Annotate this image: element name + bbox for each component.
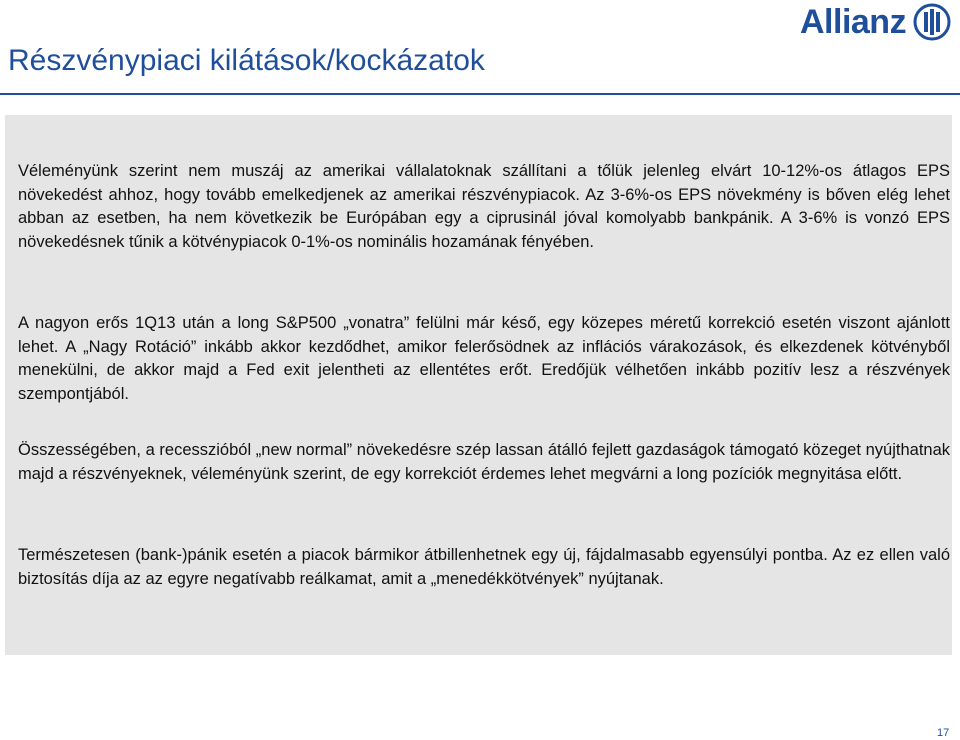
page-title: Részvénypiaci kilátások/kockázatok <box>8 44 485 77</box>
paragraph-2: A nagyon erős 1Q13 után a long S&P500 „vonatra” felülni már késő, egy közepes méretű korrekció esetén viszont ajánlott lehet. A „Nagy Rotáció” inkább akkor kezdődhet, amikor felerősödnek az inflációs várakozások, és elkezdenek kötvényből menekülni, de akkor majd a Fed exit jelentheti az ellentétes erőt. Eredőjük vélhetően inkább pozitív lesz a részvények szempontjából. <box>18 314 950 403</box>
logo-text: Allianz <box>800 3 907 41</box>
allianz-logo <box>800 2 952 42</box>
paragraph-3: Összességében, a recesszióból „new normal” növekedésre szép lassan átálló fejlett gazdaságok támogató közeget nyújthatnak majd a részvényeknek, véleményünk szerint, de egy korrekciót érdemes lehet megvárni a long pozíciók megnyitása előtt. <box>18 441 950 483</box>
title-divider <box>0 93 960 95</box>
paragraph-1: Véleményünk szerint nem muszáj az amerikai vállalatoknak szállítani a tőlük jelenleg elvárt 10-12%-os átlagos EPS növekedést ahhoz, hogy tovább emelkedjenek az amerikai részvénypiacok. Az 3-6%-os EPS növekmény is bőven elég lehet abban az esetben, ha nem következik be Európában egy a ciprusinál jóval komolyabb bankpánik. A 3-6% is vonzó EPS növekedésnek tűnik a kötvénypiacok 0-1%-os nominális hozamának fényében. <box>18 162 950 251</box>
content-box <box>5 115 952 655</box>
page-number: 17 <box>937 727 950 739</box>
paragraph-4: Természetesen (bank-)pánik esetén a piacok bármikor átbillenhetnek egy új, fájdalmasabb egyensúlyi pontba. Az ez ellen való biztosítás díja az az egyre negatívabb reálkamat, amit a „menedékkötvények” nyújtanak. <box>18 546 950 588</box>
allianz-eagle-icon <box>912 2 952 42</box>
